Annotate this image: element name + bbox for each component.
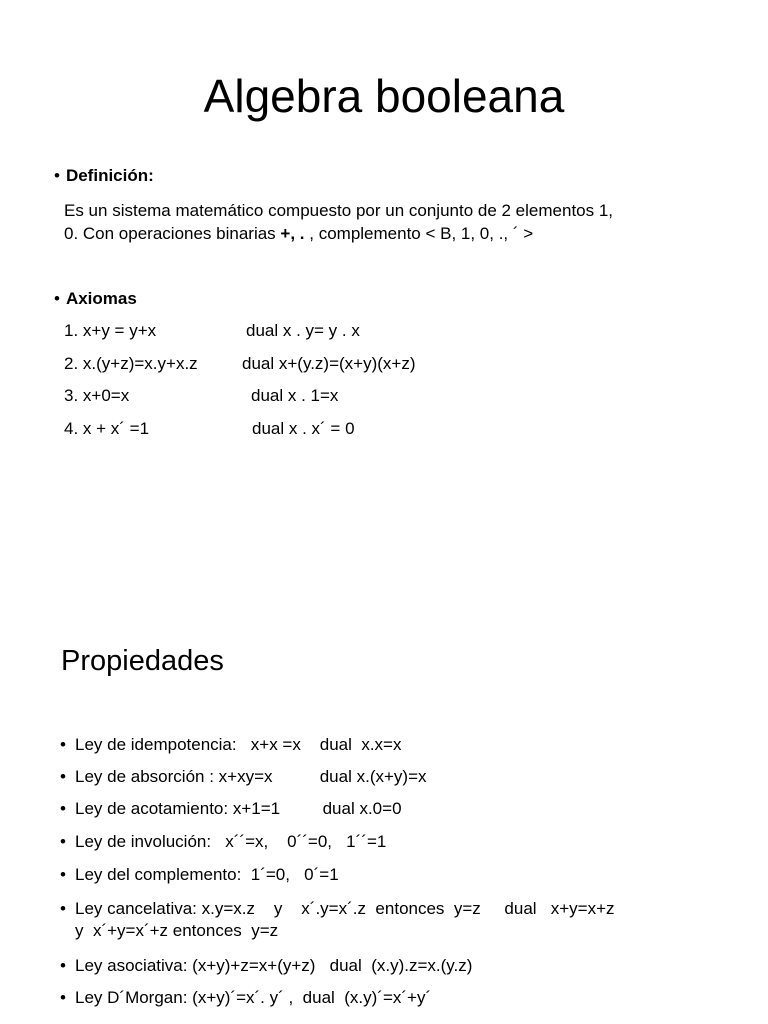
propiedad-item [60, 864, 760, 886]
propiedad-text: Ley asociativa: (x+y)+z=x+(y+z) dual (x.y).z=x.(y.z) [75, 956, 473, 975]
bullet-icon: • [60, 899, 66, 918]
slide-title: Propiedades [61, 645, 224, 677]
propiedad-item [60, 798, 760, 820]
bullet-icon: • [60, 799, 66, 818]
axioma-expression: 2. x.(y+z)=x.y+x.z [64, 354, 198, 373]
axioma-dual: dual x . y= y . x [246, 321, 360, 340]
definicion-label: Definición: [65, 166, 154, 185]
slide-title: Algebra booleana [203, 70, 565, 122]
propiedad-item [60, 955, 760, 977]
axioma-item [64, 320, 360, 342]
propiedad-item [60, 734, 760, 756]
bullet-icon: • [60, 832, 66, 851]
bullet-icon: • [60, 767, 66, 786]
bullet-icon: • [54, 289, 60, 308]
bullet-icon: • [60, 735, 66, 754]
axiomas-heading [54, 288, 137, 310]
axioma-dual: dual x . 1=x [251, 386, 339, 405]
propiedad-item [60, 987, 760, 1009]
bullet-icon: • [60, 956, 66, 975]
propiedad-item [60, 898, 760, 942]
slide-propiedades [0, 600, 768, 1024]
propiedad-text: Ley de idempotencia: x+x =x dual x.x=x [75, 735, 402, 754]
propiedad-text: Ley de absorción : x+xy=x dual x.(x+y)=x [75, 767, 427, 786]
propiedad-text: Ley del complemento: 1´=0, 0´=1 [75, 865, 339, 884]
axioma-dual: dual x+(y.z)=(x+y)(x+z) [242, 354, 416, 373]
definicion-heading [54, 165, 154, 187]
propiedad-text: Ley cancelativa: x.y=x.z y x´.y=x´.z entonces y=z dual x+y=x+z y x´+y=x´+z entonces y=z [75, 899, 615, 940]
propiedad-item [60, 831, 760, 853]
axioma-expression: 1. x+y = y+x [64, 321, 157, 340]
definicion-line-1: Es un sistema matemático compuesto por un conjunto de 2 elementos 1, [64, 201, 614, 220]
bullet-icon: • [54, 166, 60, 185]
binary-operators: +, . [280, 224, 305, 243]
definicion-line-2 [64, 222, 754, 245]
propiedad-item [60, 766, 760, 788]
axioma-item [64, 385, 339, 407]
propiedad-text: Ley de acotamiento: x+1=1 dual x.0=0 [75, 799, 402, 818]
axioma-item [64, 418, 355, 440]
propiedad-text: Ley de involución: x´´=x, 0´´=0, 1´´=1 [75, 832, 387, 851]
axioma-expression: 3. x+0=x [64, 386, 130, 405]
axioma-expression: 4. x + x´ =1 [64, 419, 150, 438]
definicion-text [64, 199, 754, 245]
axioma-dual: dual x . x´ = 0 [252, 419, 355, 438]
definicion-line-2-end: , complemento < B, 1, 0, ., ´ > [304, 224, 534, 243]
definicion-line-2-start: 0. Con operaciones binarias [64, 224, 281, 243]
axioma-item [64, 353, 416, 375]
bullet-icon: • [60, 988, 66, 1007]
bullet-icon: • [60, 865, 66, 884]
axiomas-label: Axiomas [65, 289, 137, 308]
propiedad-text: Ley D´Morgan: (x+y)´=x´. y´ , dual (x.y)´=x´+y´ [75, 988, 432, 1007]
